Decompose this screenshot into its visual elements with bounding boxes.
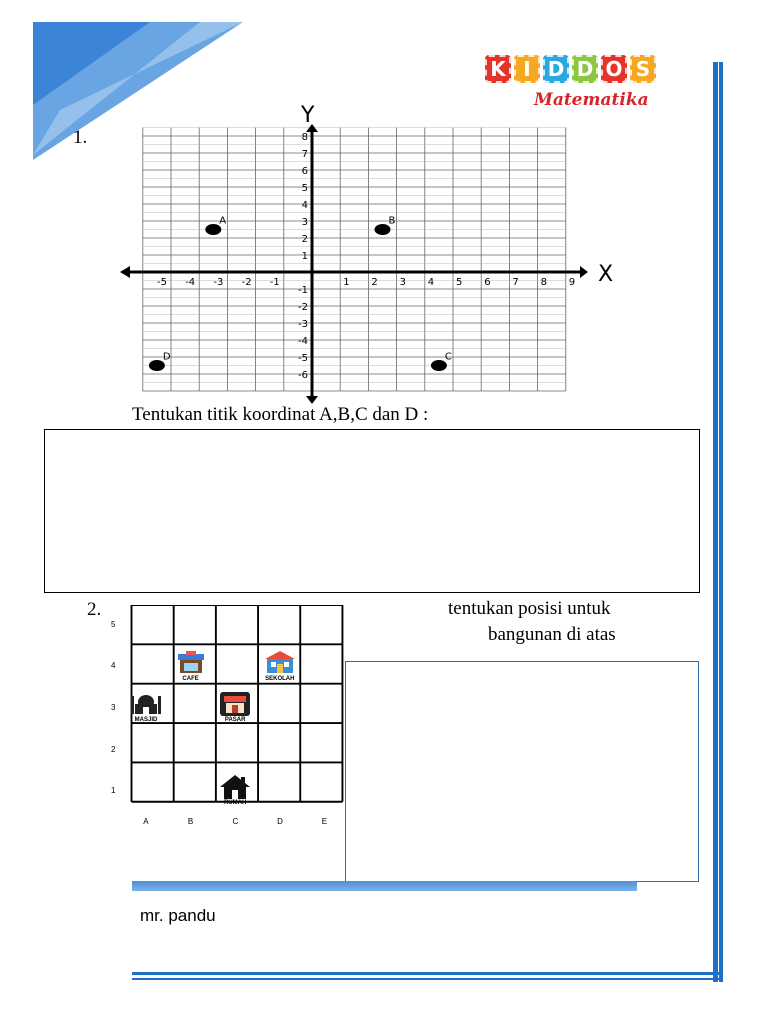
y-tick-label: -5	[298, 353, 308, 364]
logo-subtitle: Matematika	[534, 90, 649, 110]
x-axis-label: X	[598, 262, 614, 287]
x-tick-label: -1	[269, 277, 280, 288]
logo-letter-tile: I	[514, 55, 540, 83]
logo-letter-tile: O	[601, 55, 627, 83]
coordinate-plane	[110, 100, 620, 405]
market-icon	[220, 692, 250, 716]
mosque-icon	[131, 692, 161, 716]
question-2-number: 2.	[87, 599, 102, 620]
y-tick-label: 2	[301, 234, 308, 245]
place-label: PASAR	[224, 717, 246, 724]
row-label: 3	[111, 703, 116, 712]
answer-box-1[interactable]	[44, 429, 700, 593]
y-tick-label: 6	[301, 166, 308, 177]
y-tick-label: 7	[301, 149, 308, 160]
place-label: CAFE	[182, 675, 199, 682]
place-sekolah	[258, 647, 303, 689]
grid-lines	[143, 128, 566, 392]
logo-letter-tile: S	[630, 55, 656, 83]
logo-letter-tile: D	[543, 55, 569, 83]
y-tick-label: 8	[301, 132, 308, 143]
x-tick-label: -2	[241, 277, 252, 288]
logo-letter-tile: D	[572, 55, 598, 83]
question-1-number: 1.	[73, 127, 88, 148]
y-tick-label: -4	[298, 336, 308, 347]
y-axis-arrow-bottom	[306, 396, 318, 404]
place-rumah	[213, 771, 258, 813]
school-icon	[265, 651, 295, 675]
point-label: A	[219, 215, 227, 227]
bottom-border-bar	[132, 972, 723, 980]
y-tick-label: 5	[301, 183, 308, 194]
x-tick-label: 2	[371, 277, 378, 288]
column-label: E	[321, 817, 328, 826]
x-tick-label: 6	[484, 277, 491, 288]
y-tick-label: 3	[301, 217, 308, 228]
place-label: SEKOLAH	[265, 675, 295, 682]
row-label: 5	[111, 619, 116, 629]
x-tick-label: 3	[399, 277, 406, 288]
place-masjid	[124, 688, 169, 730]
right-border-bar	[713, 62, 723, 982]
axes	[120, 103, 613, 404]
place-label: RUMAH	[224, 800, 247, 807]
x-tick-label: 8	[540, 277, 547, 288]
x-tick-label: 7	[512, 277, 519, 288]
y-tick-label: 4	[301, 200, 308, 211]
column-label: A	[143, 817, 149, 826]
point-label: B	[388, 215, 396, 227]
point-label: C	[444, 351, 452, 363]
row-label: 4	[111, 661, 116, 671]
place-cafe	[169, 647, 214, 689]
y-tick-label: -1	[298, 285, 308, 296]
place-pasar	[213, 688, 258, 730]
y-tick-label: 1	[301, 251, 308, 262]
point-label: D	[162, 351, 171, 363]
y-tick-label: -3	[298, 319, 308, 330]
x-tick-label: 5	[456, 277, 463, 288]
x-tick-label: 4	[427, 277, 435, 288]
x-tick-labels	[157, 277, 575, 288]
column-label: C	[232, 817, 239, 826]
footer-divider-bar	[132, 881, 637, 891]
logo-tiles	[485, 55, 700, 83]
y-tick-label: -2	[298, 302, 308, 313]
teacher-name: mr. pandu	[140, 906, 216, 925]
answer-box-2[interactable]	[345, 661, 699, 882]
column-label: D	[277, 817, 283, 826]
cafe-icon	[176, 651, 206, 675]
house-icon	[220, 775, 250, 799]
y-tick-labels	[298, 132, 308, 381]
x-tick-label: 1	[343, 277, 350, 288]
row-label: 1	[111, 786, 116, 796]
question-2-instruction-line2: bangunan di atas	[488, 624, 616, 645]
question-1-instruction: Tentukan titik koordinat A,B,C dan D :	[132, 404, 429, 425]
question-2-instruction-line1: tentukan posisi untuk	[448, 598, 611, 619]
column-label: B	[187, 817, 194, 826]
logo-letter-tile: K	[485, 55, 511, 83]
x-axis-arrow	[580, 266, 588, 278]
row-label: 2	[111, 744, 116, 754]
x-tick-label: 9	[568, 277, 576, 288]
place-label: MASJID	[134, 717, 158, 724]
y-axis-label: Y	[301, 103, 315, 128]
x-axis-arrow-left	[120, 266, 130, 278]
x-tick-label: -5	[157, 277, 167, 288]
x-tick-label: -3	[213, 277, 224, 288]
x-tick-label: -4	[185, 277, 196, 288]
y-tick-label: -6	[298, 370, 308, 381]
